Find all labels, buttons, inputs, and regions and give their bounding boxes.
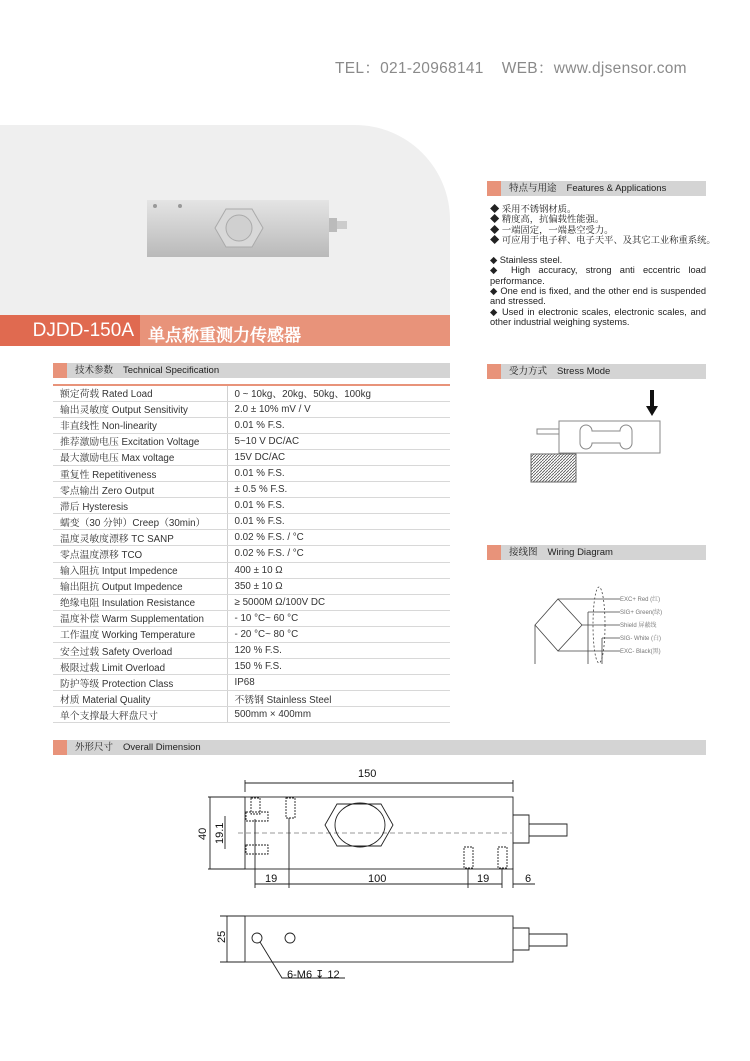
wire-label: EXC- Black(黑) — [620, 649, 661, 655]
spec-header — [53, 363, 450, 378]
spec-row — [53, 626, 450, 642]
spec-row — [53, 449, 450, 465]
load-cell-photo — [0, 125, 450, 316]
spec-label: 输出灵敏度 Output Sensitivity — [53, 401, 227, 417]
spec-label: 蠕变（30 分钟）Creep（30min） — [53, 514, 227, 530]
spec-label: 单个支撑最大秤盘尺寸 — [53, 707, 227, 723]
wiring-title-en: Wiring Diagram — [547, 547, 613, 558]
spec-value: 500mm × 400mm — [227, 707, 450, 723]
wire-label: EXC+ Red (红) — [620, 597, 661, 603]
spec-value: - 20 °C~ 80 °C — [227, 626, 450, 642]
product-image-panel — [0, 125, 450, 316]
spec-value: 120 % F.S. — [227, 643, 450, 659]
spec-row — [53, 482, 450, 498]
spec-label: 材质 Material Quality — [53, 691, 227, 707]
spec-value: 350 ± 10 Ω — [227, 578, 450, 594]
spec-value: ≥ 5000M Ω/100V DC — [227, 594, 450, 610]
spec-row — [53, 643, 450, 659]
wire-label: Shield 屏蔽线 — [620, 623, 657, 629]
wire-label: SIG- White (白) — [620, 636, 662, 642]
spec-label: 绝缘电阻 Insulation Resistance — [53, 594, 227, 610]
wiring-header — [487, 545, 706, 560]
spec-label: 温度灵敏度漂移 TC SANP — [53, 530, 227, 546]
section-marker-icon — [53, 740, 67, 755]
spec-row — [53, 659, 450, 675]
dim-cable: 6 — [525, 873, 532, 885]
section-marker-icon — [487, 364, 501, 379]
section-marker-icon — [487, 181, 501, 196]
spec-row — [53, 707, 450, 723]
dimension-header — [53, 740, 706, 755]
dim-hole-spacing: 19.1 — [214, 822, 226, 844]
spec-value: 5~10 V DC/AC — [227, 433, 450, 449]
spec-row — [53, 578, 450, 594]
spec-row — [53, 546, 450, 562]
dim-thickness: 25 — [216, 930, 228, 943]
spec-value: 0.01 % F.S. — [227, 465, 450, 481]
spec-value: 400 ± 10 Ω — [227, 562, 450, 578]
spec-row — [53, 401, 450, 417]
spec-value: 150 % F.S. — [227, 659, 450, 675]
spec-value: 0.02 % F.S. / °C — [227, 546, 450, 562]
spec-label: 最大激励电压 Max voltage — [53, 449, 227, 465]
product-name: 单点称重测力传感器 — [140, 315, 450, 346]
dimension-title-en: Overall Dimension — [123, 742, 201, 753]
stress-title-en: Stress Mode — [557, 366, 611, 377]
spec-row — [53, 417, 450, 433]
dim-right: 19 — [477, 873, 490, 885]
dim-mid: 100 — [368, 873, 387, 885]
contact-info — [335, 56, 705, 78]
wiring-diagram — [520, 580, 710, 665]
spec-value: 0.02 % F.S. / °C — [227, 530, 450, 546]
model-number: DJDD-150A — [0, 315, 140, 346]
spec-label: 零点输出 Zero Output — [53, 482, 227, 498]
spec-row — [53, 385, 450, 401]
spec-label: 输出阻抗 Output Impedence — [53, 578, 227, 594]
spec-label: 温度补偿 Warm Supplementation — [53, 610, 227, 626]
spec-table — [53, 384, 450, 723]
dim-thread: 6-M6 ↧ 12 — [287, 969, 340, 981]
spec-row — [53, 562, 450, 578]
stress-title-cn: 受力方式 — [509, 366, 548, 377]
wire-label: SIG+ Green(绿) — [620, 610, 663, 616]
dimension-title-cn: 外形尺寸 — [75, 742, 114, 753]
website: WEB：www.djsensor.com — [501, 60, 687, 77]
feature-item: ◆ One end is fixed, and the other end is suspended and stressed. — [490, 286, 706, 307]
spec-label: 工作温度 Working Temperature — [53, 626, 227, 642]
spec-value: 不锈钢 Stainless Steel — [227, 691, 450, 707]
stress-mode-diagram — [500, 380, 680, 490]
phone: TEL：021-20968141 — [335, 60, 484, 77]
spec-row — [53, 675, 450, 691]
spec-label: 非直线性 Non-linearity — [53, 417, 227, 433]
features-title-en: Features & Applications — [566, 183, 667, 194]
wiring-title-cn: 接线图 — [509, 547, 538, 558]
spec-label: 零点温度漂移 TCO — [53, 546, 227, 562]
stress-header — [487, 364, 706, 379]
spec-label: 防护等级 Protection Class — [53, 675, 227, 691]
spec-row — [53, 433, 450, 449]
spec-value: 0.01 % F.S. — [227, 498, 450, 514]
dim-length: 150 — [358, 768, 377, 780]
spec-label: 重复性 Repetitiveness — [53, 465, 227, 481]
spec-label: 安全过载 Safety Overload — [53, 643, 227, 659]
spec-value: 15V DC/AC — [227, 449, 450, 465]
spec-value: 0.01 % F.S. — [227, 514, 450, 530]
feature-item: ◆ 一端固定，一端悬空受力。 — [490, 224, 614, 235]
spec-title-cn: 技术参数 — [75, 365, 114, 376]
product-title-band — [0, 315, 450, 346]
spec-label: 极限过载 Limit Overload — [53, 659, 227, 675]
spec-title-en: Technical Specification — [123, 365, 220, 376]
dimension-drawing — [190, 760, 580, 990]
spec-row — [53, 610, 450, 626]
features-header — [487, 181, 706, 196]
spec-label: 推荐激励电压 Excitation Voltage — [53, 433, 227, 449]
spec-label: 滞后 Hysteresis — [53, 498, 227, 514]
spec-row — [53, 594, 450, 610]
spec-label: 输入阻抗 Intput Impedence — [53, 562, 227, 578]
section-marker-icon — [53, 363, 67, 378]
spec-value: - 10 °C~ 60 °C — [227, 610, 450, 626]
feature-item: ◆ 可应用于电子秤、电子天平、及其它工业称重系统。 — [490, 234, 716, 245]
dim-height: 40 — [197, 827, 209, 840]
spec-value: IP68 — [227, 675, 450, 691]
feature-item: ◆ Stainless steel. — [490, 255, 563, 266]
feature-item: ◆ 采用不锈钢材质。 — [490, 204, 577, 214]
force-arrow-icon — [646, 406, 658, 416]
spec-row — [53, 498, 450, 514]
dim-left: 19 — [265, 873, 278, 885]
feature-item: ◆ 精度高，抗偏载性能强。 — [490, 214, 605, 225]
spec-value: 2.0 ± 10% mV / V — [227, 401, 450, 417]
spec-value: ± 0.5 % F.S. — [227, 482, 450, 498]
spec-row — [53, 530, 450, 546]
feature-item: ◆ Used in electronic scales, electronic scales, and other industrial weighing systems. — [490, 306, 706, 327]
spec-value: 0 ~ 10kg、20kg、50kg、100kg — [227, 385, 450, 401]
section-marker-icon — [487, 545, 501, 560]
spec-value: 0.01 % F.S. — [227, 417, 450, 433]
features-list — [490, 204, 716, 327]
spec-row — [53, 514, 450, 530]
spec-row — [53, 465, 450, 481]
spec-row — [53, 691, 450, 707]
features-title-cn: 特点与用途 — [509, 183, 557, 194]
spec-label: 额定荷载 Rated Load — [53, 385, 227, 401]
feature-item: ◆ High accuracy, strong anti eccentric load performance. — [490, 265, 706, 286]
